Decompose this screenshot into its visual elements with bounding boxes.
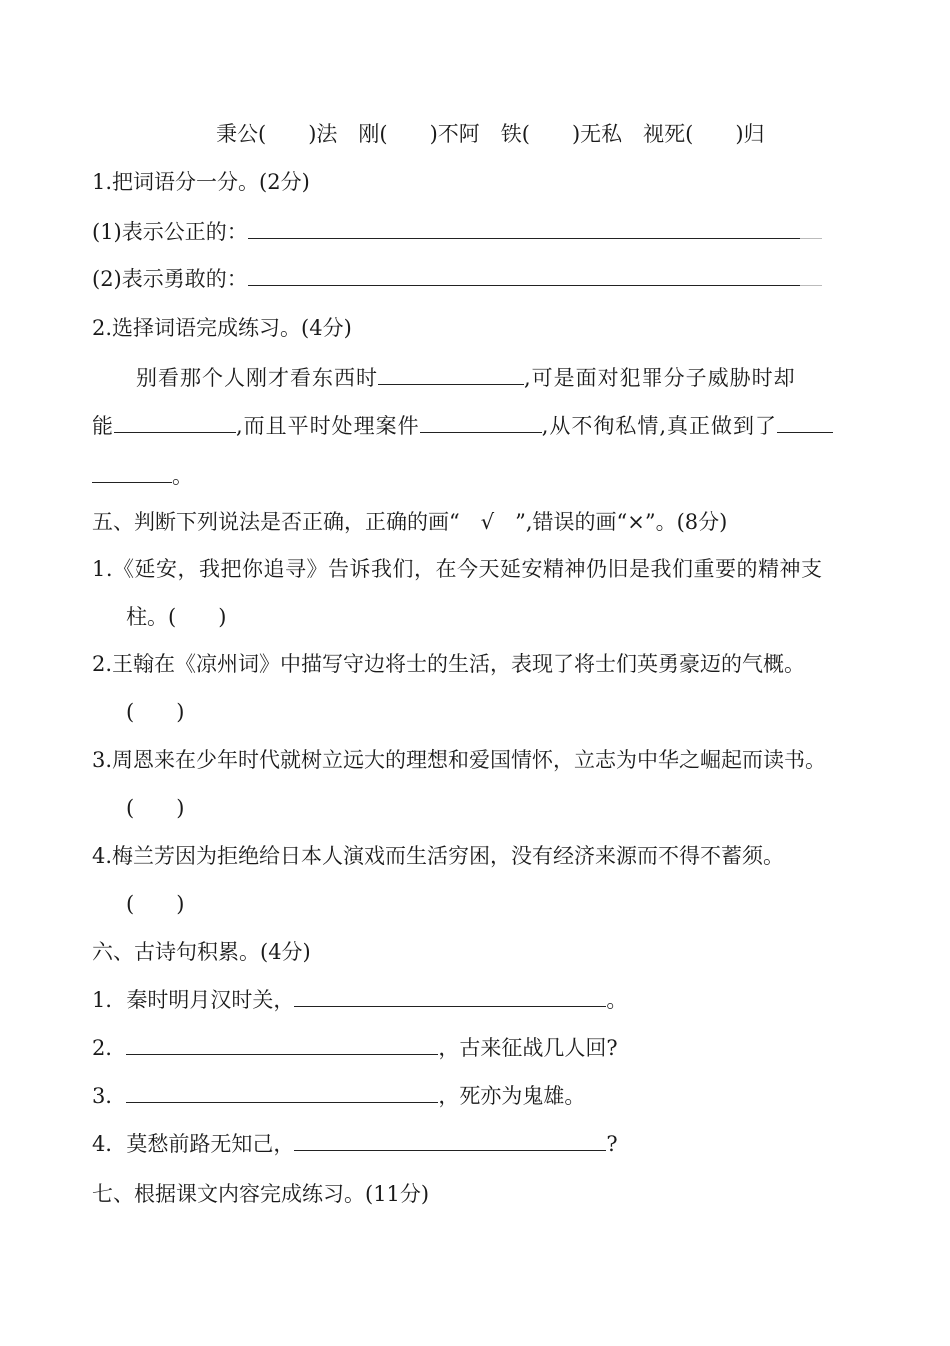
part5-item-1-cont: 柱。( )	[126, 605, 227, 629]
part6-item-3-num: 3．	[92, 1084, 127, 1108]
q2-line-1	[136, 364, 796, 392]
part7-title: 七、根据课文内容完成练习。(11分)	[92, 1182, 430, 1206]
q2-blank-2[interactable]	[114, 412, 236, 433]
part5-item-1: 1.《延安，我把你追寻》告诉我们，在今天延安精神仍旧是我们重要的精神支	[92, 557, 823, 581]
q2-line-1a: 别看那个人刚才看东西时	[136, 366, 378, 390]
q1-item-2-blank[interactable]	[248, 265, 800, 286]
q1-item-2-label: (2)表示勇敢的：	[92, 267, 248, 291]
part6-item-4-blank[interactable]	[294, 1130, 606, 1151]
q2-blank-1[interactable]	[378, 364, 524, 385]
idiom-line: 秉公( )法 刚( )不阿 铁( )无私 视死( )归	[216, 122, 765, 146]
part6-item-1-blank[interactable]	[294, 986, 606, 1007]
part5-item-4: 4.梅兰芳因为拒绝给日本人演戏而生活穷困，没有经济来源而不得不蓄须。	[92, 844, 785, 868]
q2-blank-4-cont[interactable]	[92, 462, 172, 483]
q1-item-2	[92, 265, 822, 293]
q2-blank-3[interactable]	[420, 412, 542, 433]
q2-line-2b: ,而且平时处理案件	[236, 414, 420, 438]
part6-title: 六、古诗句积累。(4分)	[92, 940, 311, 964]
part6-item-2-post: ，古来征战几人回?	[438, 1036, 618, 1060]
part6-item-4-post: ?	[606, 1132, 618, 1156]
q1-title: 1.把词语分一分。(2分)	[92, 170, 310, 194]
q1-item-1	[92, 218, 822, 246]
q1-item-2-tail	[800, 265, 822, 286]
q2-line-1b: ,可是面对犯罪分子威胁时却	[524, 366, 796, 390]
part6-item-1-pre: 秦时明月汉时关，	[126, 988, 295, 1012]
part6-item-4-num: 4．	[92, 1132, 127, 1156]
q1-item-1-tail	[800, 218, 822, 239]
part5-item-2-cont: ( )	[126, 700, 185, 724]
q1-item-1-blank[interactable]	[248, 218, 800, 239]
part6-item-1-num: 1．	[92, 988, 127, 1012]
part6-item-1-post: 。	[606, 988, 628, 1012]
q2-blank-4[interactable]	[777, 412, 833, 433]
q2-line-2a: 能	[92, 414, 114, 438]
part6-item-2	[92, 1034, 618, 1062]
part6-item-4	[92, 1130, 618, 1158]
part6-item-1	[92, 986, 627, 1014]
part6-item-3	[92, 1082, 585, 1110]
part6-item-3-blank[interactable]	[126, 1082, 438, 1103]
part5-item-3-cont: ( )	[126, 796, 185, 820]
q1-item-1-label: (1)表示公正的：	[92, 220, 248, 244]
q2-line-2c: ,从不徇私情,真正做到了	[541, 414, 778, 438]
part5-item-2: 2.王翰在《凉州词》中描写守边将士的生活，表现了将士们英勇豪迈的气概。	[92, 652, 806, 676]
q2-line-3	[92, 462, 193, 490]
part6-item-4-pre: 莫愁前路无知己，	[126, 1132, 295, 1156]
q2-line-3-end: 。	[172, 464, 193, 488]
q2-line-2	[92, 412, 833, 440]
part6-item-2-blank[interactable]	[126, 1034, 438, 1055]
part5-item-3: 3.周恩来在少年时代就树立远大的理想和爱国情怀，立志为中华之崛起而读书。	[92, 748, 827, 772]
part5-title: 五、判断下列说法是否正确，正确的画“ √ ”,错误的画“×”。(8分)	[92, 510, 728, 534]
part6-item-3-post: ，死亦为鬼雄。	[438, 1084, 586, 1108]
q2-title: 2.选择词语完成练习。(4分)	[92, 316, 352, 340]
part5-item-4-cont: ( )	[126, 892, 185, 916]
part6-item-2-num: 2．	[92, 1036, 127, 1060]
